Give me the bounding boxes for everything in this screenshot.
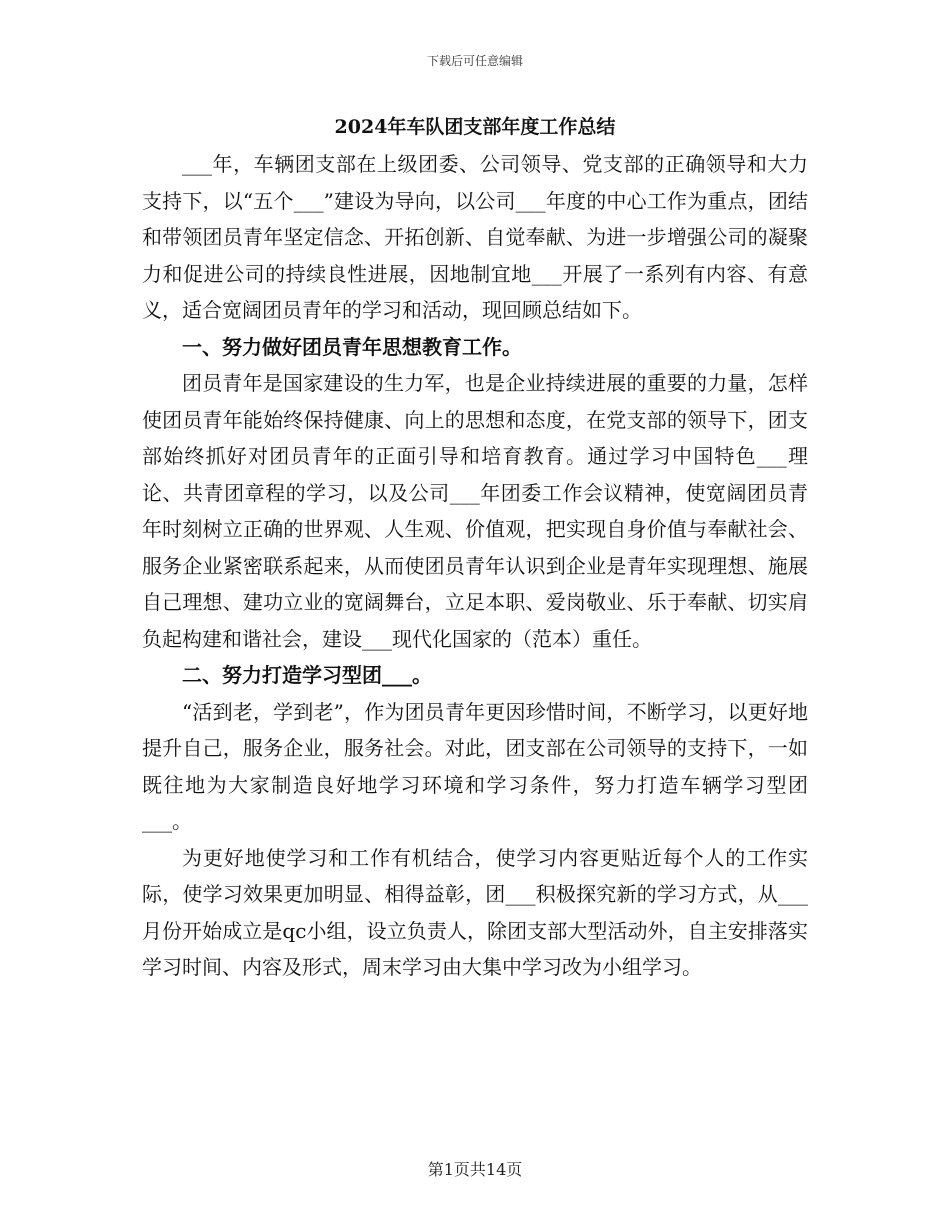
document-page bbox=[142, 110, 808, 986]
section-heading-1: 一、努力做好团员青年思想教育工作。 bbox=[182, 334, 522, 359]
section-2-paragraph-2: 为更好地使学习和工作有机结合，使学习内容更贴近每个人的工作实际，使学习效果更加明显、相得益彰，团___积极探究新的学习方式，从___月份开始成立是qc小组，设立负责人，除团支部大型活动外，自主安排落实学习时间、内容及形式，周末学习由大集中学习改为小组学习。 bbox=[142, 845, 808, 979]
section-2-paragraph-1: “活到老，学到老”，作为团员青年更因珍惜时间，不断学习，以更好地提升自己，服务企业，服务社会。对此，团支部在公司领导的支持下，一如既往地为大家制造良好地学习环境和学习条件，努力打造车辆学习型团___。 bbox=[142, 699, 808, 833]
intro-paragraph: ___年，车辆团支部在上级团委、公司领导、党支部的正确领导和大力支持下，以“五个___”建设为导向，以公司___年度的中心工作为重点，团结和带领团员青年坚定信念、开拓创新、自觉奉献、为进一步增强公司的凝聚力和促进公司的持续良性进展，因地制宜地___开展了一系列有内容、有意义，适合宽阔团员青年的学习和活动，现回顾总结如下。 bbox=[142, 152, 808, 322]
document-title: 2024年车队团支部年度工作总结 bbox=[334, 116, 616, 138]
section-heading-2: 二、努力打造学习型团___。 bbox=[182, 663, 432, 687]
page-number-footer: 第1页共14页 bbox=[427, 1160, 523, 1179]
section-1-paragraph: 团员青年是国家建设的生力军，也是企业持续进展的重要的力量，怎样使团员青年能始终保持健康、向上的思想和态度，在党支部的领导下，团支部始终抓好对团员青年的正面引导和培育教育。通过学习中国特色___理论、共青团章程的学习，以及公司___年团委工作会议精神，使宽阔团员青年时刻树立正确的世界观、人生观、价值观，把实现自身价值与奉献社会、服务企业紧密联系起来，从而使团员青年认识到企业是青年实现理想、施展自己理想、建功立业的宽阔舞台，立足本职、爱岗敬业、乐于奉献、切实肩负起构建和谐社会，建设___现代化国家的（范本）重任。 bbox=[142, 371, 808, 651]
header-note: 下载后可任意编辑 bbox=[426, 54, 523, 68]
